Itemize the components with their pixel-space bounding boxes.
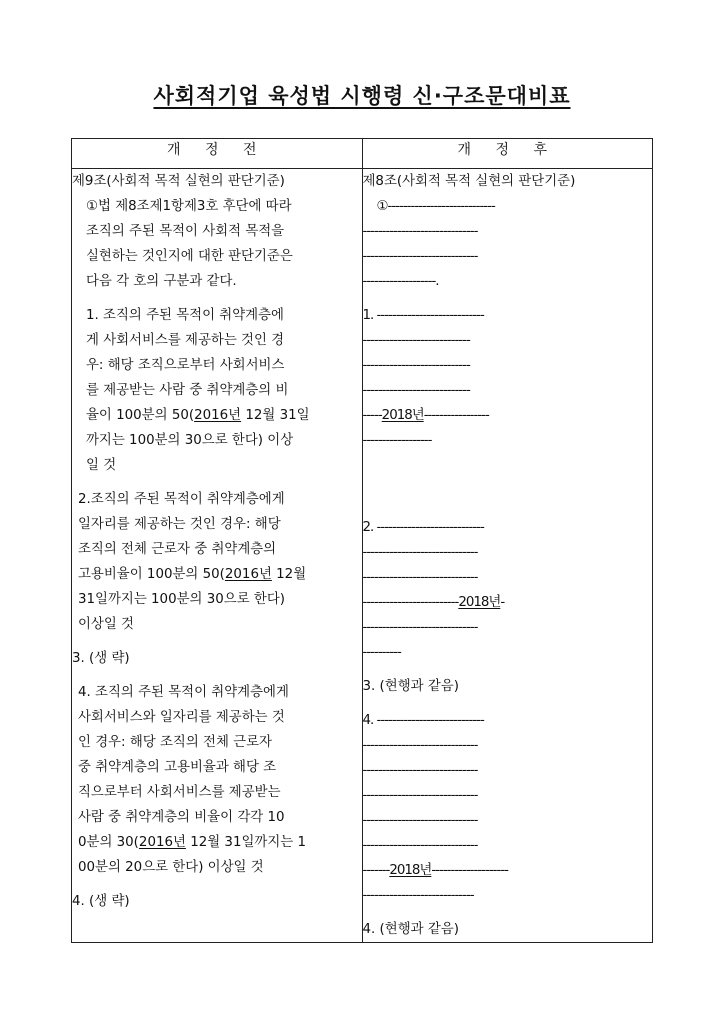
before-item4-date-line xyxy=(78,830,362,855)
before-item2-line: 조직의 전체 근로자 중 취약계층의 xyxy=(78,542,277,557)
text-segment: ----------------- xyxy=(423,408,489,423)
underlined-date: 2018년 xyxy=(381,408,424,423)
underlined-date: 2016년 xyxy=(224,567,272,582)
text-segment: ----- xyxy=(362,408,382,423)
after-para1-line: ------------------------------ xyxy=(362,249,478,264)
before-item4 xyxy=(72,680,362,880)
document-title xyxy=(0,80,724,110)
header-before: 개 정 전 xyxy=(72,139,363,169)
after-para1-line: ①---------------------------- xyxy=(376,199,495,214)
after-item4 xyxy=(363,708,653,908)
before-item2-date-line xyxy=(78,562,362,587)
text-segment: ------- xyxy=(362,863,390,878)
before-para1-line: 조직의 주된 목적이 사회적 목적을 xyxy=(86,224,285,239)
after-article xyxy=(363,169,653,294)
after-item4-line: ----------------------------- xyxy=(362,888,474,903)
header-after: 개 정 후 xyxy=(362,139,653,169)
before-item4-line: 인 경우: 해당 조직의 전체 근로자 xyxy=(78,735,272,750)
before-item1-line: 일 것 xyxy=(86,458,117,473)
after-item3-text: 3. (현행과 같음) xyxy=(362,679,459,694)
before-item4-line: 중 취약계층의 고용비율과 해당 조 xyxy=(78,760,277,775)
text-segment: 0분의 30( xyxy=(78,835,139,850)
after-item2-line: ---------- xyxy=(362,645,401,660)
after-article-heading: 제8조(사회적 목적 실현의 판단기준) xyxy=(362,174,576,189)
before-item1-line: 1. 조직의 주된 목적이 취약계층에 xyxy=(86,308,284,323)
after-item4-line: ------------------------------ xyxy=(362,738,478,753)
after-para1 xyxy=(363,194,653,219)
document-title-text: 사회적기업 육성법 시행령 신·구조문대비표 xyxy=(153,84,571,108)
text-segment: 율이 100분의 50( xyxy=(86,408,195,423)
underlined-date: 2018년 xyxy=(389,863,432,878)
before-item1-line: 우: 해당 조직으로부터 사회서비스 xyxy=(86,358,285,373)
underlined-date: 2016년 xyxy=(138,835,186,850)
before-item1-line: 까지는 100분의 30으로 한다) 이상 xyxy=(86,433,294,448)
after-item4-date-line xyxy=(363,858,653,883)
before-article-heading: 제9조(사회적 목적 실현의 판단기준) xyxy=(72,174,285,189)
text-segment: 12월 31일까지는 1 xyxy=(185,835,306,850)
before-item3-text: 3. (생 략) xyxy=(72,651,130,666)
before-article xyxy=(72,169,362,294)
before-item2-line: 이상일 것 xyxy=(78,617,134,632)
after-item4-line: ------------------------------ xyxy=(362,788,478,803)
before-item4-line: 직으로부터 사회서비스를 제공받는 xyxy=(78,785,281,800)
before-para1 xyxy=(72,194,362,294)
before-item5 xyxy=(72,889,362,914)
after-item3 xyxy=(363,674,653,699)
text-segment: ------------------------- xyxy=(362,595,459,610)
before-item3 xyxy=(72,646,362,671)
after-item1-line: ------------------ xyxy=(362,433,432,448)
before-item2 xyxy=(72,487,362,637)
before-item1-line: 게 사회서비스를 제공하는 것인 경 xyxy=(86,333,285,348)
after-item5-text: 4. (현행과 같음) xyxy=(362,922,459,937)
before-item1-line: 를 제공받는 사람 중 취약계층의 비 xyxy=(86,383,289,398)
after-column xyxy=(362,169,653,943)
after-item4-line: ------------------------------ xyxy=(362,813,478,828)
text-segment: - xyxy=(500,595,505,610)
after-item4-line: 4. ---------------------------- xyxy=(362,713,484,728)
content-row xyxy=(72,169,653,943)
after-item4-line: ------------------------------ xyxy=(362,838,478,853)
after-item2-line: ------------------------------ xyxy=(362,545,478,560)
before-item4-line: 4. 조직의 주된 목적이 취약계층에게 xyxy=(78,685,289,700)
before-item4-line: 사회서비스와 일자리를 제공하는 것 xyxy=(78,710,285,725)
before-item2-line: 31일까지는 100분의 30으로 한다) xyxy=(78,592,285,607)
before-item5-text: 4. (생 략) xyxy=(72,894,130,909)
before-item4-line: 사람 중 취약계층의 비율이 각각 10 xyxy=(78,810,285,825)
after-para1-line: ------------------------------ xyxy=(362,224,478,239)
after-item1-line: ---------------------------- xyxy=(362,333,470,348)
after-item2-line: 2. ---------------------------- xyxy=(362,520,484,535)
after-item2 xyxy=(363,515,653,665)
before-para1-line: ①법 제8조제1항제3호 후단에 따라 xyxy=(86,199,292,214)
after-item5 xyxy=(363,917,653,942)
after-item1-line: ---------------------------- xyxy=(362,383,470,398)
after-item1-date-line xyxy=(363,403,653,428)
text-segment: 12월 31일 xyxy=(241,408,310,423)
text-segment: -------------------- xyxy=(431,863,508,878)
underlined-date: 2016년 xyxy=(194,408,242,423)
before-para1-line: 다음 각 호의 구분과 같다. xyxy=(86,274,237,289)
after-item2-line: ------------------------------ xyxy=(362,570,478,585)
before-item1-date-line xyxy=(86,403,362,428)
before-para1-line: 실현하는 것인지에 대한 판단기준은 xyxy=(86,249,293,264)
before-item2-line: 2.조직의 주된 목적이 취약계층에게 xyxy=(78,492,285,507)
after-item1-line: 1. ---------------------------- xyxy=(362,308,484,323)
text-segment: 고용비율이 100분의 50( xyxy=(78,567,225,582)
text-segment: 12월 xyxy=(271,567,307,582)
after-item1-line: ---------------------------- xyxy=(362,358,470,373)
before-item2-line: 일자리를 제공하는 것인 경우: 해당 xyxy=(78,517,281,532)
before-item4-line: 00분의 20으로 한다) 이상일 것 xyxy=(78,860,264,875)
after-item2-line: ------------------------------ xyxy=(362,620,478,635)
after-item1 xyxy=(363,303,653,453)
comparison-table xyxy=(71,138,653,943)
underlined-date: 2018년 xyxy=(458,595,501,610)
header-row xyxy=(72,139,653,169)
before-item1 xyxy=(72,303,362,478)
after-para1-line: -------------------. xyxy=(362,274,439,289)
before-column xyxy=(72,169,363,943)
after-item4-line: ------------------------------ xyxy=(362,763,478,778)
after-item2-date-line xyxy=(363,590,653,615)
